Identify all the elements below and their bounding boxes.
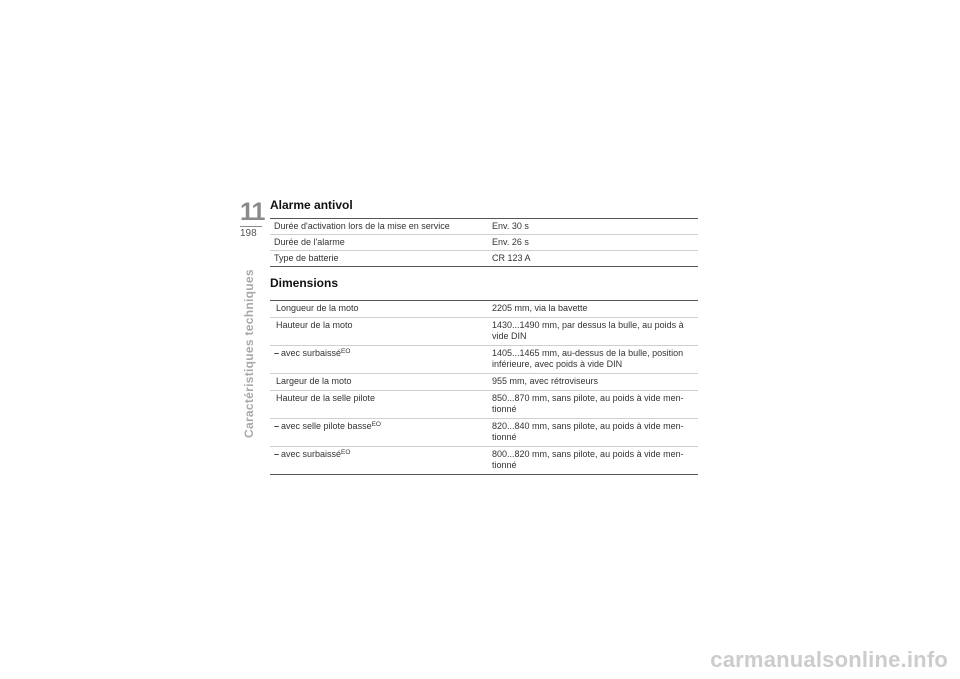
- spec-value: [488, 374, 698, 391]
- alarm-spec-table: [270, 218, 698, 267]
- table-row: [270, 447, 698, 475]
- eo-marker: EO: [341, 449, 351, 456]
- dash-marker: –: [274, 421, 280, 431]
- spec-value-line: 2205 mm, via la bavette: [492, 303, 588, 313]
- page-number: 198: [240, 228, 257, 239]
- spec-value-line: tionné: [492, 432, 517, 442]
- chapter-number: 11: [240, 198, 265, 226]
- spec-label-text: avec surbaissé: [281, 348, 342, 358]
- spec-label: [270, 318, 488, 346]
- dimensions-spec-table: [270, 300, 698, 475]
- spec-value-line: 850...870 mm, sans pilote, au poids à vide men-: [492, 393, 684, 403]
- watermark-text: carmanualsonline.info: [710, 647, 948, 672]
- table-row: [270, 374, 698, 391]
- spec-value-line: vide DIN: [492, 331, 527, 341]
- spec-value: Env. 26 s: [488, 235, 698, 251]
- table-row: [270, 235, 698, 251]
- spec-label-text: Longueur de la moto: [276, 303, 359, 313]
- spec-value: [488, 447, 698, 475]
- section-heading-dimensions: Dimensions: [270, 276, 339, 290]
- spec-label-text: Hauteur de la selle pilote: [276, 393, 376, 403]
- table-row: [270, 346, 698, 374]
- spec-label-text: Largeur de la moto: [276, 376, 352, 386]
- spec-value-line: tionné: [492, 404, 517, 414]
- spec-label: Type de batterie: [270, 251, 488, 267]
- table-row: [270, 391, 698, 419]
- spec-value-line: 1405...1465 mm, au-dessus de la bulle, position: [492, 348, 684, 358]
- table-row: [270, 419, 698, 447]
- eo-marker: EO: [341, 348, 351, 355]
- spec-label-text: avec selle pilote basse: [281, 421, 372, 431]
- section-heading-alarm: Alarme antivol: [270, 198, 353, 212]
- table-row: [270, 301, 698, 318]
- spec-value: CR 123 A: [488, 251, 698, 267]
- spec-value: Env. 30 s: [488, 219, 698, 235]
- spec-label: [270, 346, 488, 374]
- spec-value: [488, 301, 698, 318]
- table-row: [270, 219, 698, 235]
- spec-value-line: tionné: [492, 460, 517, 470]
- eo-marker: EO: [371, 421, 381, 428]
- spec-label-text: Hauteur de la moto: [276, 320, 353, 330]
- spec-value: [488, 346, 698, 374]
- spec-label-text: avec surbaissé: [281, 449, 342, 459]
- content: [270, 197, 698, 475]
- spec-value-line: 955 mm, avec rétroviseurs: [492, 376, 599, 386]
- table-row: [270, 318, 698, 346]
- dash-marker: –: [274, 449, 280, 459]
- spec-label: [270, 447, 488, 475]
- spec-value-line: inférieure, avec poids à vide DIN: [492, 359, 623, 369]
- spec-value: [488, 391, 698, 419]
- spec-label: Durée de l'alarme: [270, 235, 488, 251]
- spec-label: Durée d'activation lors de la mise en service: [270, 219, 488, 235]
- chapter-tab: [240, 200, 264, 240]
- spec-value: [488, 419, 698, 447]
- spec-value-line: 1430...1490 mm, par dessus la bulle, au poids à: [492, 320, 684, 330]
- spec-label: [270, 419, 488, 447]
- chapter-title: Caractéristiques techniques: [242, 269, 256, 438]
- spec-label: [270, 374, 488, 391]
- spec-label: [270, 391, 488, 419]
- chapter-divider: [240, 226, 262, 227]
- spec-value-line: 800...820 mm, sans pilote, au poids à vide men-: [492, 449, 684, 459]
- spec-value-line: 820...840 mm, sans pilote, au poids à vide men-: [492, 421, 684, 431]
- table-row: [270, 251, 698, 267]
- dash-marker: –: [274, 348, 280, 358]
- spec-label: [270, 301, 488, 318]
- spec-value: [488, 318, 698, 346]
